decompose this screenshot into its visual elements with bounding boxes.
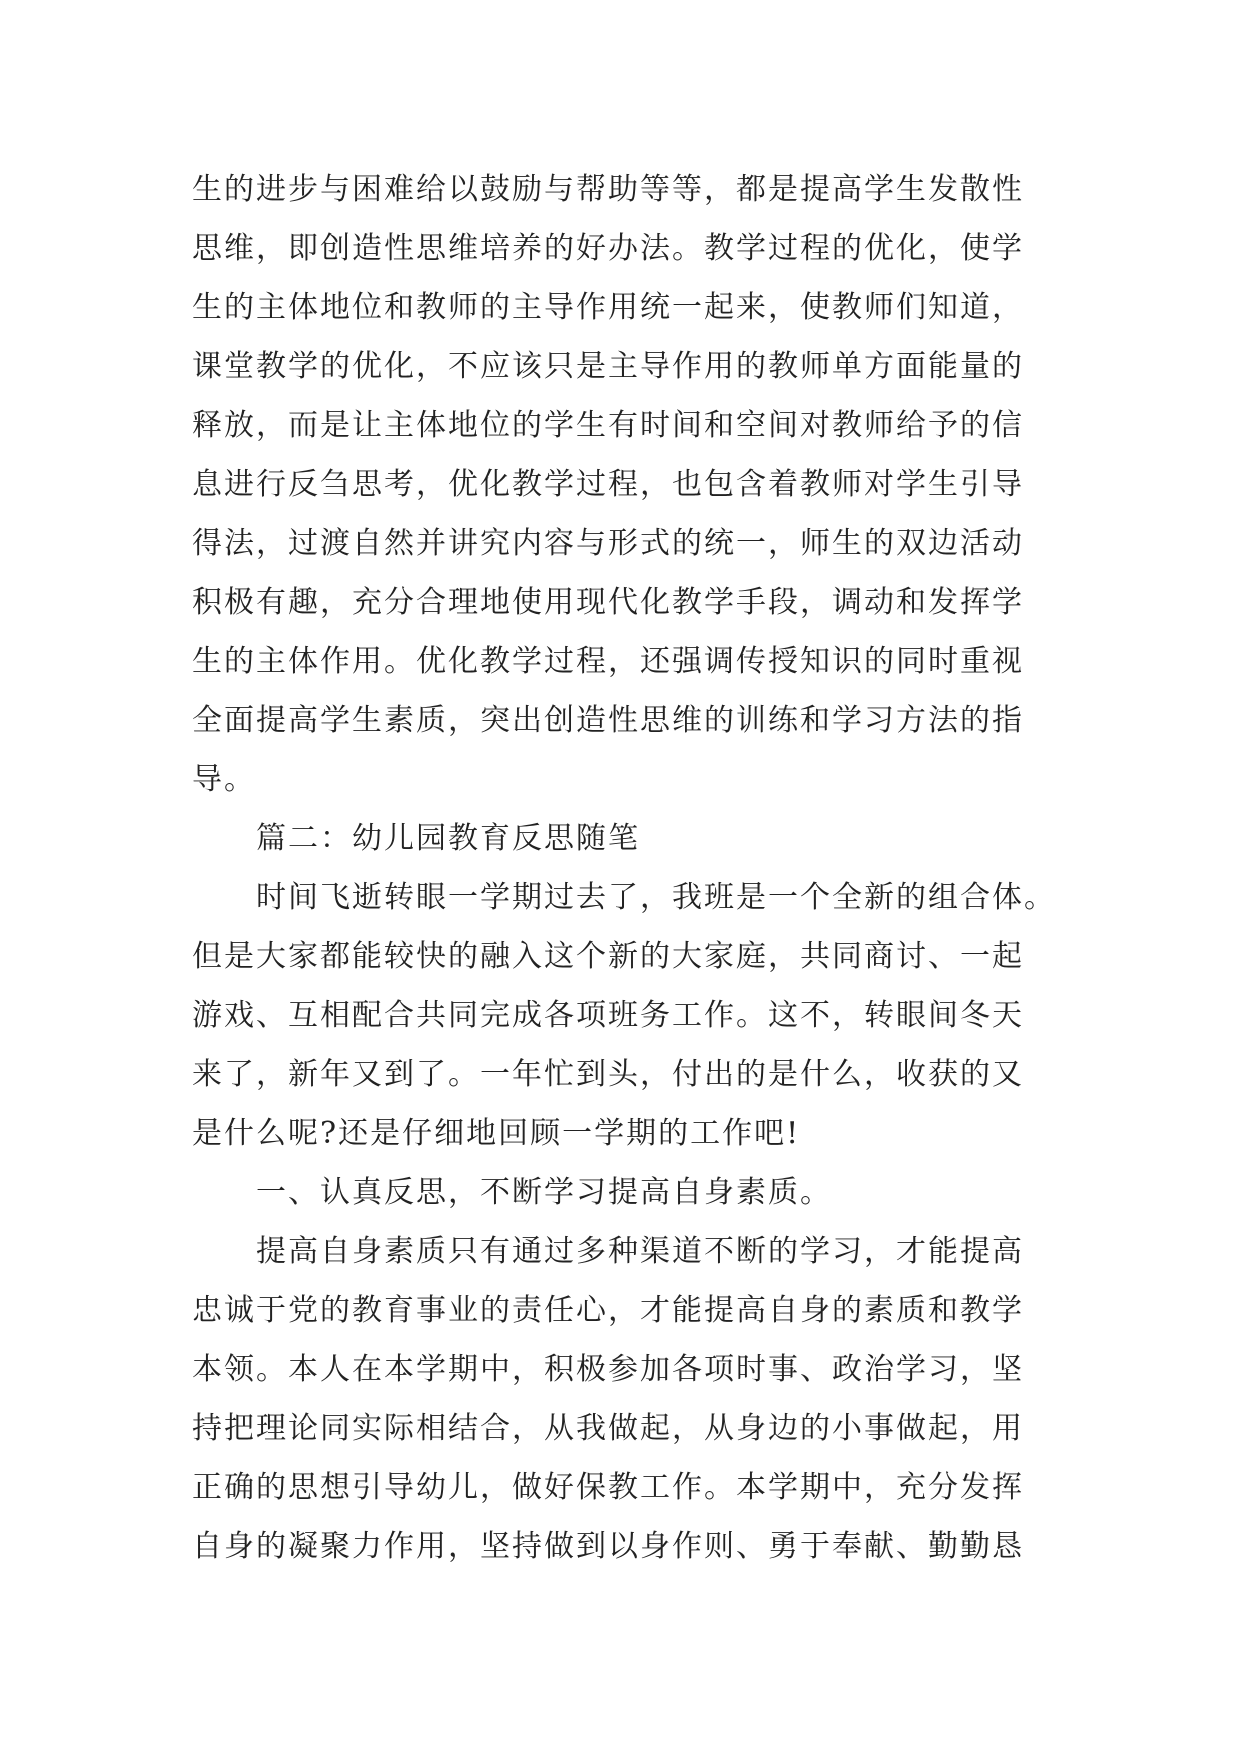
text-line: 导。: [192, 762, 256, 797]
document-body: [192, 160, 1062, 1576]
subsection-heading: 一、认真反思，不断学习提高自身素质。: [256, 1175, 832, 1210]
text-line: 得法，过渡自然并讲究内容与形式的统一，师生的双边活动: [192, 526, 1024, 561]
text-line: 释放，而是让主体地位的学生有时间和空间对教师给予的信: [192, 408, 1024, 443]
text-line: 提高自身素质只有通过多种渠道不断的学习，才能提高: [256, 1234, 1024, 1269]
text-line: 但是大家都能较快的融入这个新的大家庭，共同商讨、一起: [192, 939, 1024, 974]
text-line: 生的主体地位和教师的主导作用统一起来，使教师们知道，: [192, 290, 1024, 325]
text-line: 息进行反刍思考，优化教学过程，也包含着教师对学生引导: [192, 467, 1024, 502]
text-line: 游戏、互相配合共同完成各项班务工作。这不，转眼间冬天: [192, 998, 1024, 1033]
text-line: 全面提高学生素质，突出创造性思维的训练和学习方法的指: [192, 703, 1024, 738]
text-line: 课堂教学的优化，不应该只是主导作用的教师单方面能量的: [192, 349, 1024, 384]
section-heading: 篇二：幼儿园教育反思随笔: [256, 821, 640, 856]
text-line: 来了，新年又到了。一年忙到头，付出的是什么，收获的又: [192, 1057, 1024, 1092]
text-line: 积极有趣，充分合理地使用现代化教学手段，调动和发挥学: [192, 585, 1024, 620]
text-line: 本领。本人在本学期中，积极参加各项时事、政治学习，坚: [192, 1352, 1024, 1387]
text-line: 是什么呢?还是仔细地回顾一学期的工作吧!: [192, 1116, 801, 1151]
text-line: 生的进步与困难给以鼓励与帮助等等，都是提高学生发散性: [192, 172, 1024, 207]
text-line: 持把理论同实际相结合，从我做起，从身边的小事做起，用: [192, 1411, 1024, 1446]
text-line: 正确的思想引导幼儿，做好保教工作。本学期中，充分发挥: [192, 1470, 1024, 1505]
text-line: 生的主体作用。优化教学过程，还强调传授知识的同时重视: [192, 644, 1024, 679]
text-line: 自身的凝聚力作用，坚持做到以身作则、勇于奉献、勤勤恳: [192, 1529, 1024, 1564]
text-line: 忠诚于党的教育事业的责任心，才能提高自身的素质和教学: [192, 1293, 1024, 1328]
text-line: 时间飞逝转眼一学期过去了，我班是一个全新的组合体。: [256, 880, 1056, 915]
text-line: 思维，即创造性思维培养的好办法。教学过程的优化，使学: [192, 231, 1024, 266]
